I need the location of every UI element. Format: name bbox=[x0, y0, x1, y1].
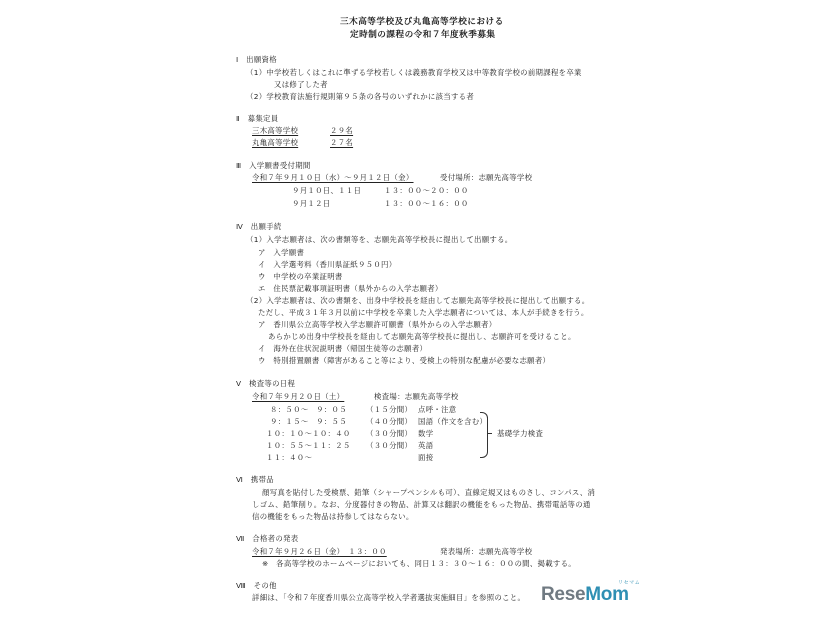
exam-time-2: ９：１５～ ９：５５ bbox=[270, 417, 347, 426]
section-4-heading: Ⅳ 出願手続 bbox=[236, 222, 282, 231]
s1-line1: （1）中学校若しくはこれに準ずる学校若しくは義務教育学校又は中等教育学校の前期課程を卒業 bbox=[246, 68, 582, 77]
exam-subj-3: 数学 bbox=[418, 429, 434, 438]
s6-line1: 顔写真を貼付した受検票、鉛筆（シャープペンシルも可）、直線定規又はものさし、コンパス、消 bbox=[262, 488, 596, 497]
application-place: 受付場所：志願先高等学校 bbox=[440, 173, 533, 182]
exam-time-3: １０：１０～１０：４０ bbox=[266, 429, 351, 438]
exam-date: 令和７年９月２０日（土） bbox=[252, 392, 345, 401]
exam-time-4: １０：５５～１１：２５ bbox=[266, 441, 351, 450]
section-6-heading: Ⅵ 携帯品 bbox=[236, 475, 274, 484]
logo-part1: Rese bbox=[541, 584, 586, 605]
s4-item-a2b: あらかじめ出身中学校長を経由して志願先高等学校長に提出し、志願許可を受けること。 bbox=[268, 332, 576, 341]
exam-dur-2: （４０分間） bbox=[366, 417, 413, 426]
exam-dur-3: （３０分間） bbox=[366, 429, 413, 438]
s6-line2: しゴム、鉛筆削り。なお、分度器付きの物品、計算又は翻訳の機能をもった物品、携帯電話等の通 bbox=[252, 500, 591, 509]
section-7-heading: Ⅶ 合格者の発表 bbox=[236, 534, 299, 543]
basic-ability-label: 基礎学力検査 bbox=[497, 429, 544, 438]
subject-brace-tip bbox=[487, 433, 492, 434]
doc-title-line1: 三木高等学校及び丸亀高等学校における bbox=[340, 17, 504, 27]
exam-dur-1: （１５分間） bbox=[366, 405, 413, 414]
section-3-heading: Ⅲ 入学願書受付期間 bbox=[236, 161, 311, 170]
announce-note: ※ 各高等学校のホームページにおいても、同日１３：３０～１６：００の間、掲載する。 bbox=[262, 559, 576, 568]
section-5-heading: Ⅴ 検査等の日程 bbox=[236, 379, 296, 388]
exam-dur-4: （３０分間） bbox=[366, 441, 413, 450]
resemom-logo bbox=[541, 585, 629, 604]
exam-time-1: ８：５０～ ９：０５ bbox=[270, 405, 347, 414]
s4-item-u2: ウ 特別措置願書（障害があること等により、受検上の特別な配慮が必要な志願者） bbox=[258, 356, 551, 365]
capacity-count-1: ２９名 bbox=[330, 126, 354, 135]
capacity-count-2: ２７名 bbox=[330, 138, 354, 147]
period-time-1: １３：００～２０：００ bbox=[384, 186, 469, 195]
period-time-2: １３：００～１６：００ bbox=[384, 199, 469, 208]
exam-subj-4: 英語 bbox=[418, 441, 434, 450]
exam-place: 検査場：志願先高等学校 bbox=[374, 392, 459, 401]
s4-item-a2: ア 香川県公立高等学校入学志願許可願書（県外からの入学志願者） bbox=[258, 320, 497, 329]
section-1-heading: Ⅰ 出願資格 bbox=[236, 55, 277, 64]
exam-subj-2: 国語（作文を含む） bbox=[418, 417, 488, 426]
s6-line3: 信の機能をもった物品は持参してはならない。 bbox=[252, 512, 414, 521]
announce-place: 発表場所：志願先高等学校 bbox=[440, 547, 533, 556]
section-2-heading: Ⅱ 募集定員 bbox=[236, 114, 279, 123]
s1-line2: 又は修了した者 bbox=[274, 80, 328, 89]
s4-para2: （2）入学志願者は、次の書類を、出身中学校長を経由して志願先高等学校長に提出して出願する。 bbox=[246, 296, 590, 305]
section-8-heading: Ⅷ その他 bbox=[236, 581, 277, 590]
s4-para2b: ただし、平成３１年３月以前に中学校を卒業した入学志願者については、本人が手続きを行う。 bbox=[258, 308, 589, 317]
s4-item-i2: イ 海外在住状況説明書（帰国生徒等の志願者） bbox=[258, 344, 428, 353]
period-day-2: ９月１２日 bbox=[292, 199, 331, 208]
subject-brace bbox=[480, 412, 488, 458]
exam-subj-5: 面接 bbox=[418, 453, 434, 462]
announce-date: 令和７年９月２６日（金） １３：００ bbox=[252, 547, 387, 556]
logo-part2: Mom bbox=[585, 584, 629, 605]
s1-line3: （2）学校教育法施行規則第９５条の各号のいずれかに該当する者 bbox=[246, 92, 475, 101]
s4-item-u: ウ 中学校の卒業証明書 bbox=[258, 272, 343, 281]
s4-para1: （1）入学志願者は、次の書類等を、志願先高等学校長に提出して出願する。 bbox=[246, 235, 513, 244]
s4-item-e: エ 住民票記載事項証明書（県外からの入学志願者） bbox=[258, 284, 443, 293]
exam-subj-1: 点呼・注意 bbox=[418, 405, 457, 414]
capacity-school-2: 丸亀高等学校 bbox=[252, 138, 299, 147]
exam-time-5: １１：４０～ bbox=[266, 453, 313, 462]
s4-item-a: ア 入学願書 bbox=[258, 248, 305, 257]
application-period: 令和７年９月１０日（水）～９月１２日（金） bbox=[252, 173, 414, 182]
s8-line1: 詳細は、「令和７年度香川県公立高等学校入学者選抜実施細目」を参照のこと。 bbox=[252, 593, 526, 602]
capacity-school-1: 三木高等学校 bbox=[252, 126, 299, 135]
s4-item-i: イ 入学選考料（香川県証紙９５０円） bbox=[258, 260, 397, 269]
logo-ruby: リセマム bbox=[618, 580, 641, 586]
period-day-1: ９月１０日、１１日 bbox=[292, 186, 362, 195]
doc-title-line2: 定時制の課程の令和７年度秋季募集 bbox=[350, 30, 496, 40]
